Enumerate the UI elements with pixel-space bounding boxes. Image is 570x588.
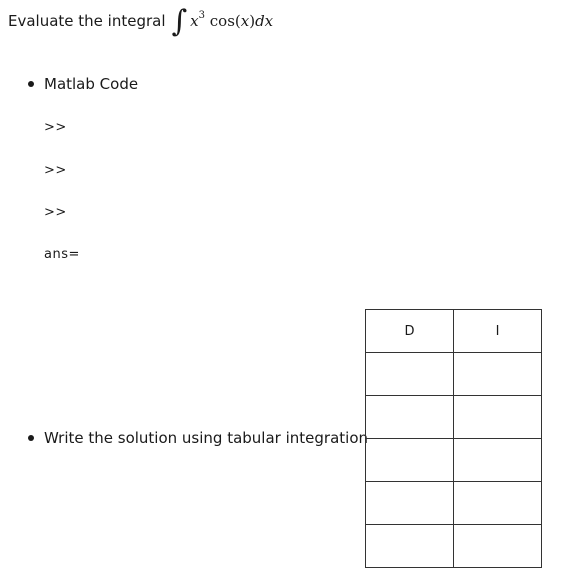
table-cell-d[interactable] [366,482,454,525]
matlab-bullet [28,73,138,95]
tabular-bullet [28,427,368,449]
table-row [366,482,542,525]
integral-sign: ∫ [171,4,188,39]
matlab-prompt-1: >> [44,120,67,135]
table-cell-d[interactable] [366,353,454,396]
integrand-power: 3 [198,10,205,21]
integrand-close: ) [249,12,256,30]
table-row [366,396,542,439]
table-cell-i[interactable] [454,525,542,568]
tabular-heading: Write the solution using tabular integration [44,429,369,447]
bullet-dot [28,81,34,87]
table-cell-d[interactable] [366,525,454,568]
matlab-answer-label: ans= [44,247,80,262]
table-cell-i[interactable] [454,353,542,396]
integrand-differential: dx [255,12,274,30]
table-header-row [366,310,542,353]
question-prefix: Evaluate the integral [8,12,166,30]
integrand-arg: x [240,12,250,30]
matlab-prompt-3: >> [44,205,67,220]
integrand-base: x [190,12,199,30]
table-cell-i[interactable] [454,482,542,525]
tabular-integration-table [365,309,542,568]
question-text [8,4,274,39]
table-cell-i[interactable] [454,439,542,482]
table-row [366,353,542,396]
table-row [366,525,542,568]
column-header-d: D [366,310,454,353]
table-cell-i[interactable] [454,396,542,439]
integrand-func: cos( [205,12,241,30]
bullet-dot [28,435,34,441]
table-cell-d[interactable] [366,439,454,482]
matlab-prompt-2: >> [44,163,67,178]
table-row [366,439,542,482]
column-header-i: I [454,310,542,353]
table-cell-d[interactable] [366,396,454,439]
integral-expression [171,4,274,39]
matlab-heading: Matlab Code [44,75,139,93]
integrand [190,12,273,30]
